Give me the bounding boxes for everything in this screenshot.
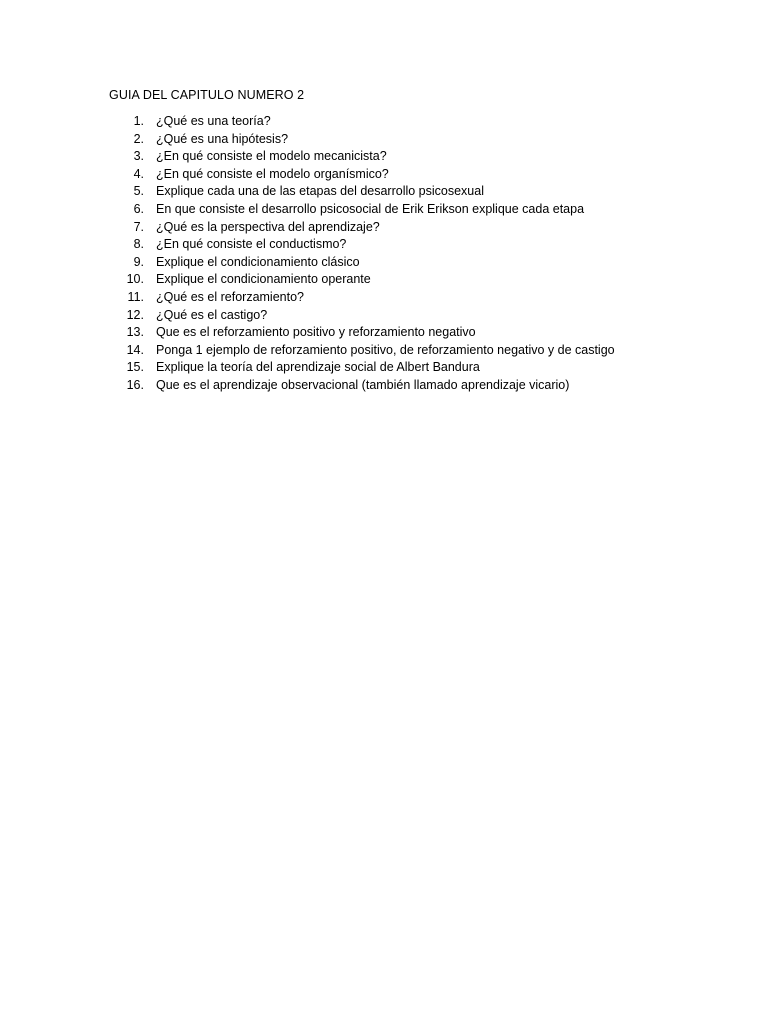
question-number: 16.	[126, 377, 144, 392]
question-number: 8.	[133, 237, 144, 252]
question-number: 14.	[126, 342, 144, 357]
question-number: 9.	[133, 254, 144, 269]
question-number: 12.	[126, 307, 144, 322]
question-number: 4.	[133, 166, 144, 181]
question-number: 11.	[127, 289, 144, 304]
question-number: 15.	[126, 360, 144, 375]
question-text: Explique cada una de las etapas del desarrollo psicosexual	[156, 184, 484, 199]
question-text: Que es el reforzamiento positivo y reforzamiento negativo	[156, 325, 476, 340]
question-number: 10.	[126, 272, 144, 287]
question-text: Que es el aprendizaje observacional (también llamado aprendizaje vicario)	[156, 377, 570, 392]
question-text: ¿Qué es una teoría?	[156, 114, 271, 128]
question-number: 2.	[133, 131, 144, 146]
question-number: 6.	[133, 201, 144, 216]
question-text: ¿En qué consiste el modelo organísmico?	[156, 166, 389, 181]
question-text: Explique el condicionamiento clásico	[156, 254, 360, 269]
question-text: ¿Qué es el castigo?	[156, 307, 268, 322]
question-text: Explique el condicionamiento operante	[156, 272, 371, 287]
question-text: ¿Qué es el reforzamiento?	[156, 289, 304, 304]
question-text: Explique la teoría del aprendizaje social de Albert Bandura	[156, 360, 480, 375]
question-number: 5.	[133, 184, 144, 199]
document-title: GUIA DEL CAPITULO NUMERO 2	[109, 88, 305, 102]
question-text: ¿En qué consiste el conductismo?	[156, 237, 347, 252]
question-text: ¿Qué es la perspectiva del aprendizaje?	[156, 219, 380, 234]
question-number: 1.	[133, 114, 144, 128]
question-text: En que consiste el desarrollo psicosocial de Erik Erikson explique cada etapa	[156, 201, 585, 216]
question-text: ¿En qué consiste el modelo mecanicista?	[156, 149, 387, 164]
question-number: 7.	[133, 219, 144, 234]
question-number: 3.	[133, 149, 144, 164]
question-text: ¿Qué es una hipótesis?	[156, 131, 289, 146]
question-text: Ponga 1 ejemplo de reforzamiento positivo, de reforzamiento negativo y de castigo	[156, 342, 615, 357]
question-number: 13.	[126, 325, 144, 340]
